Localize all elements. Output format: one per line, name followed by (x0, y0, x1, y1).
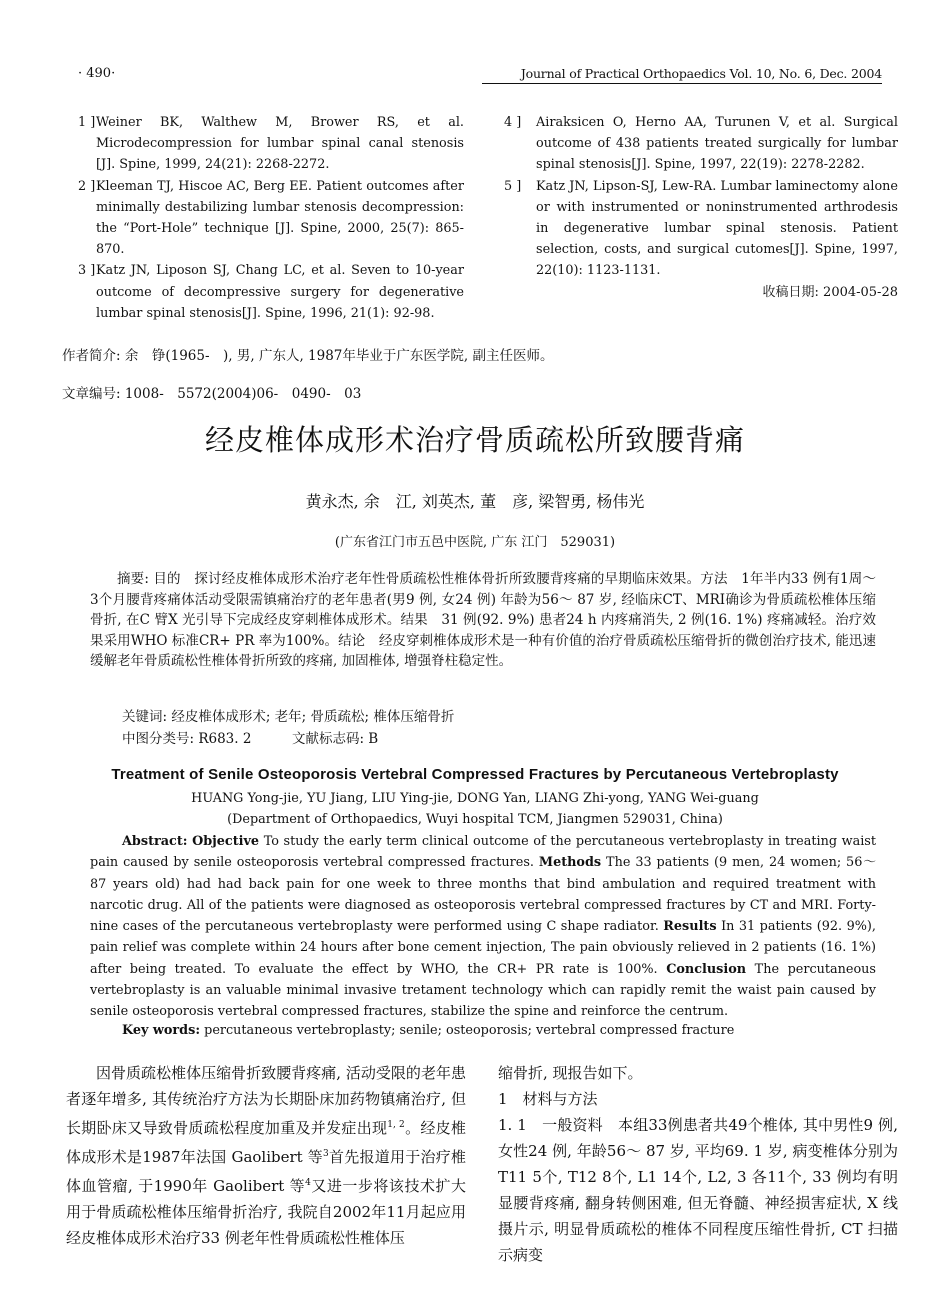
citation: 1, 2 (387, 1120, 405, 1130)
body-column-right (498, 1060, 898, 1268)
keywords-chinese: 关键词: 经皮椎体成形术; 老年; 骨质疏松; 椎体压缩骨折 (122, 709, 455, 725)
citation: 4 (305, 1178, 311, 1188)
title-chinese: 经皮椎体成形术治疗骨质疏松所致腰背痛 (204, 423, 745, 457)
reference-number: 5 ] (504, 178, 522, 194)
reference-number: 4 ] (504, 115, 522, 130)
reference-item (66, 176, 464, 261)
affiliation-english: (Department of Orthopaedics, Wuyi hospital TCM, Jiangmen 529031, China) (227, 812, 723, 827)
body-column-left (66, 1060, 466, 1251)
body-paragraph: 缩骨折, 现报告如下。 (498, 1064, 643, 1082)
author-bio: 作者简介: 余 铮(1965- ), 男, 广东人, 1987年毕业于广东医学院, 副主任医师。 (62, 348, 554, 364)
conclusion-label: Conclusion (666, 961, 747, 977)
objective-text: To study the early term clinical outcome of the percutaneous vertebroplasty in treating waist pain caused by senile osteoporosis vertebral compressed fractures. (90, 834, 877, 871)
references-right (500, 112, 898, 303)
abstract-label: Abstract: (122, 834, 188, 849)
results-label: Results (663, 919, 717, 935)
authors-english: HUANG Yong-jie, YU Jiang, LIU Ying-jie, DONG Yan, LIANG Zhi-yong, YANG Wei-guang (191, 791, 759, 806)
reference-number: 1 ] (78, 115, 96, 130)
section-heading: 1 材料与方法 (498, 1090, 598, 1108)
methods-label: Methods (538, 855, 602, 871)
references-left (66, 112, 464, 324)
body-text: 首先报道用于治疗椎体血管瘤, 于1990年 Gaolibert 等 (66, 1148, 466, 1195)
page-number: · 490· (78, 66, 116, 81)
reference-text: Weiner BK, Walthew M, Brower RS, et al. Microdecompression for lumbar spinal canal stenosis [J]. Spine, 1999, 24(21): 2268-2272. (96, 115, 464, 173)
body-text: 又进一步将该技术扩大用于骨质疏松椎体压缩骨折治疗, 我院自2002年11月起应用经皮椎体成形术治疗33 例老年性骨质疏松性椎体压 (66, 1177, 466, 1247)
abstract-english (90, 831, 876, 1023)
received-date: 收稿日期: 2004-05-28 (762, 284, 898, 300)
affiliation-chinese: (广东省江门市五邑中医院, 广东 江门 529031) (334, 535, 616, 550)
body-text: 因骨质疏松椎体压缩骨折致腰背疼痛, 活动受限的老年患者逐年增多, 其传统治疗方法为长期卧床加药物镇痛治疗, 但长期卧床又导致骨质疏松程度加重及并发症出现 (66, 1064, 466, 1137)
reference-item (500, 112, 898, 176)
keywords-english (122, 1023, 734, 1038)
keywords-label: Key words: (122, 1023, 201, 1038)
authors-chinese: 黄永杰, 余 江, 刘英杰, 董 彦, 梁智勇, 杨伟光 (305, 492, 645, 511)
reference-text: Kleeman TJ, Hiscoe AC, Berg EE. Patient outcomes after minimally destabilizing lumbar stenosis decompression: the “Port-Hole” technique [J]. Spine, 2000, 25(7): 865-870. (96, 178, 464, 258)
subsection-paragraph: 1. 1 一般资料 本组33例患者共49个椎体, 其中男性9 例, 女性24 例, 年龄56～ 87 岁, 平均69. 1 岁, 病变椎体分别为T11 5个, T12 8个, L1 14个, L2, 3 各11个, 33 例均有明显腰背疼痛, 翻身转侧困难, 但无脊髓、神经损害症状, X 线摄片示, 明显骨质疏松的椎体不同程度压缩性骨折, CT 扫描示病变 (498, 1116, 898, 1264)
methods-text: The 33 patients (9 men, 24 women; 56～ 87 years old) had had back pain for one week to three months that bind ambulation and required treatment with narcotic drug. All of the patients were diagnosed as osteoporosis vertebral compressed fractures by CT and MRI. Forty-nine cases of the percutaneous vertebroplasty were performed using C shape radiator. (90, 855, 876, 935)
citation: 3 (322, 1149, 329, 1159)
classification-chinese: 中图分类号: R683. 2 文献标志码: B (122, 731, 379, 747)
reference-item (66, 260, 464, 324)
reference-item (66, 112, 464, 176)
conclusion-text: The percutaneous vertebroplasty is an valuable minimal invasive tretament technology which can rapidly remit the waist pain caused by senile osteoporosis vertebral compressed fractures, stabilize the spine and reinforce the centrum. (90, 961, 876, 1020)
journal-header: Journal of Practical Orthopaedics Vol. 10, No. 6, Dec. 2004 (482, 66, 882, 84)
title-english: Treatment of Senile Osteoporosis Vertebral Compressed Fractures by Percutaneous Vertebroplasty (111, 766, 839, 783)
keywords-text: percutaneous vertebroplasty; senile; osteoporosis; vertebral compressed fracture (204, 1023, 735, 1038)
reference-text: Katz JN, Lipson-SJ, Lew-RA. Lumbar laminectomy alone or with instrumented or noninstrumented arthrodesis in degenerative lumbar spinal stenosis. Patient selection, costs, and surgical cutomes[J]. Spine, 1997, 22(10): 1123-1131. (536, 178, 898, 279)
reference-text: Katz JN, Liposon SJ, Chang LC, et al. Seven to 10-year outcome of decompressive surgery for degenerative lumbar spinal stenosis[J]. Spine, 1996, 21(1): 92-98. (96, 263, 464, 321)
reference-number: 3 ] (78, 263, 96, 279)
objective-label: Objective (192, 834, 260, 849)
article-number: 文章编号: 1008- 5572(2004)06- 0490- 03 (62, 386, 362, 402)
results-text: In 31 patients (92. 9%), pain relief was complete within 24 hours after bone cement injection, The pain obviously relieved in 2 patients (16. 1%) after being treated. To evaluate the effect by WHO, the CR+ PR rate is 100%. (90, 919, 876, 977)
abstract-chinese: 摘要: 目的 探讨经皮椎体成形术治疗老年性骨质疏松性椎体骨折所致腰背疼痛的早期临床效果。方法 1年半内33 例有1周～ 3个月腰背疼痛体活动受限需镇痛治疗的老年患者(男9 例, 女24 例) 年龄为56～ 87 岁, 经临床CT、MRI确诊为骨质疏松椎体压缩骨折, 在C 臂X 光引导下完成经皮穿刺椎体成形术。结果 31 例(92. 9%) 患者24 h 内疼痛消失, 2 例(16. 1%) 疼痛减轻。治疗效果采用WHO 标准CR+ PR 率为100%。结论 经皮穿刺椎体成形术是一种有价值的治疗骨质疏松压缩骨折的微创治疗技术, 能迅速缓解老年骨质疏松性椎体骨折所致的疼痛, 加固椎体, 增强脊柱稳定性。 (90, 571, 876, 669)
reference-number: 2 ] (78, 178, 96, 194)
body-text: 。经皮椎体成形术是1987年法国 Gaolibert 等 (66, 1119, 466, 1166)
reference-text: Airaksicen O, Herno AA, Turunen V, et al. Surgical outcome of 438 patients treated surgically for lumbar spinal stenosis[J]. Spine, 1997, 22(19): 2278-2282. (536, 115, 898, 173)
reference-item (500, 176, 898, 282)
